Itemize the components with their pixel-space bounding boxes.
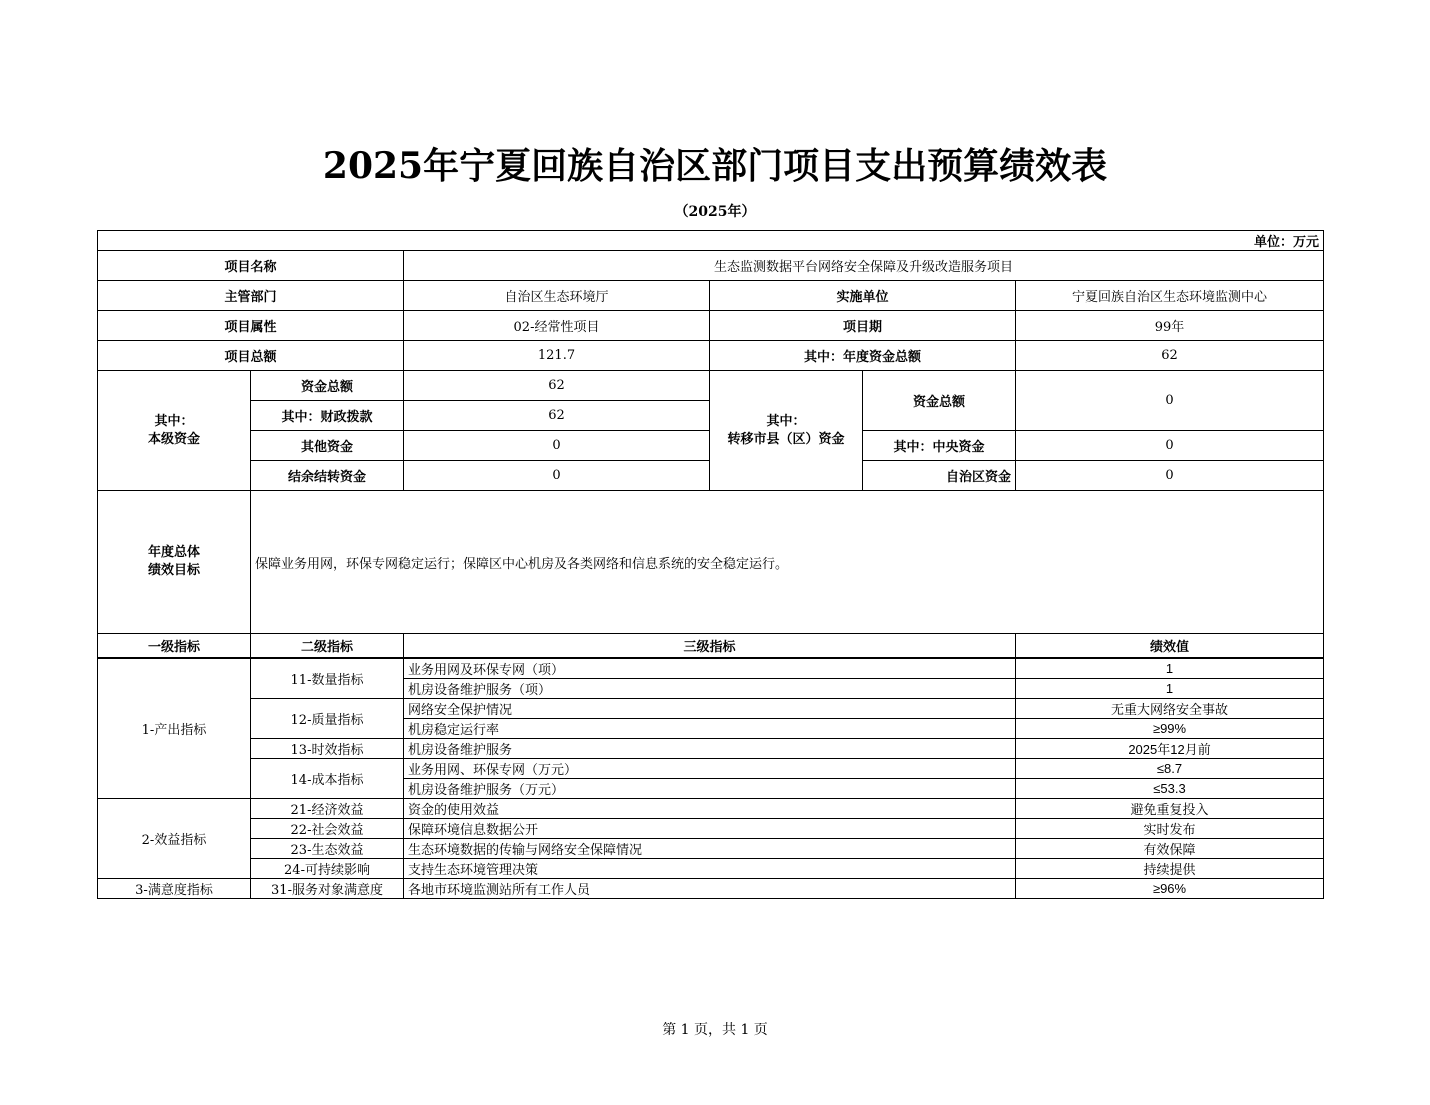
table-row [98, 838, 1324, 858]
table-row [98, 858, 1324, 878]
period-label: 项目期 [710, 311, 1016, 341]
total-value: 121.7 [404, 341, 710, 371]
l2-service: 31-服务对象满意度 [251, 878, 404, 898]
page-title: 2025年宁夏回族自治区部门项目支出预算绩效表 [322, 145, 1108, 187]
local-total-value: 62 [404, 371, 710, 401]
goal-label-line2: 绩效目标 [147, 563, 200, 578]
dept-value: 自治区生态环境厅 [404, 281, 710, 311]
value-cell: ≥96% [1016, 878, 1324, 898]
l3-cell: 生态环境数据的传输与网络安全保障情况 [404, 838, 1016, 858]
l3-cell: 机房设备维护服务 [404, 738, 1016, 758]
attr-label: 项目属性 [98, 311, 404, 341]
unit-label: 单位：万元 [98, 231, 1324, 251]
goal-text: 保障业务用网，环保专网稳定运行；保障区中心机房及各类网络和信息系统的安全稳定运行。 [251, 491, 1324, 634]
value-cell: 无重大网络安全事故 [1016, 698, 1324, 718]
value-cell: ≤53.3 [1016, 778, 1324, 798]
carry-funds-value: 0 [404, 461, 710, 491]
table-row [98, 878, 1324, 898]
l3-cell: 支持生态环境管理决策 [404, 858, 1016, 878]
project-name-label: 项目名称 [98, 251, 404, 281]
value-cell: 有效保障 [1016, 838, 1324, 858]
transfer-funds-label-line1: 其中： [766, 413, 806, 429]
l2-quantity: 11-数量指标 [251, 658, 404, 699]
local-funds-label-line1: 其中： [154, 413, 194, 429]
page-footer: 第 1 页，共 1 页 [662, 1022, 768, 1038]
transfer-funds-label [710, 371, 863, 491]
annual-label: 其中：年度资金总额 [710, 341, 1016, 371]
transfer-total-label: 资金总额 [863, 371, 1016, 431]
annual-value: 62 [1016, 341, 1324, 371]
page-subtitle: （2025年） [674, 204, 756, 220]
l3-cell: 业务用网、环保专网（万元） [404, 758, 1016, 778]
l3-cell: 业务用网及环保专网（项） [404, 658, 1016, 679]
value-cell: 1 [1016, 658, 1324, 679]
l1-benefit: 2-效益指标 [98, 798, 251, 878]
table-row [98, 758, 1324, 778]
l2-timeliness: 13-时效指标 [251, 738, 404, 758]
header-level3: 三级指标 [404, 634, 1016, 658]
table-row [98, 818, 1324, 838]
fiscal-label: 其中：财政拨款 [251, 401, 404, 431]
l2-economic: 21-经济效益 [251, 798, 404, 818]
l3-cell: 机房设备维护服务（万元） [404, 778, 1016, 798]
l3-cell: 机房稳定运行率 [404, 718, 1016, 738]
l3-cell: 保障环境信息数据公开 [404, 818, 1016, 838]
l2-cost: 14-成本指标 [251, 758, 404, 798]
header-level2: 二级指标 [251, 634, 404, 658]
l3-cell: 网络安全保护情况 [404, 698, 1016, 718]
total-label: 项目总额 [98, 341, 404, 371]
l3-cell: 各地市环境监测站所有工作人员 [404, 878, 1016, 898]
value-cell: 持续提供 [1016, 858, 1324, 878]
impl-value: 宁夏回族自治区生态环境监测中心 [1016, 281, 1324, 311]
l3-cell: 机房设备维护服务（项） [404, 678, 1016, 698]
l1-satisfaction: 3-满意度指标 [98, 878, 251, 898]
local-funds-label-line2: 本级资金 [147, 431, 200, 447]
attr-value: 02-经常性项目 [404, 311, 710, 341]
other-funds-value: 0 [404, 431, 710, 461]
l3-cell: 资金的使用效益 [404, 798, 1016, 818]
l2-quality: 12-质量指标 [251, 698, 404, 738]
value-cell: ≤8.7 [1016, 758, 1324, 778]
fiscal-value: 62 [404, 401, 710, 431]
l2-sustainable: 24-可持续影响 [251, 858, 404, 878]
value-cell: 1 [1016, 678, 1324, 698]
project-name-value: 生态监测数据平台网络安全保障及升级改造服务项目 [404, 251, 1324, 281]
header-level1: 一级指标 [98, 634, 251, 658]
value-cell: ≥99% [1016, 718, 1324, 738]
transfer-funds-label-line2: 转移市县（区）资金 [727, 431, 845, 447]
table-row [98, 658, 1324, 679]
table-row [98, 698, 1324, 718]
local-total-label: 资金总额 [251, 371, 404, 401]
value-cell: 避免重复投入 [1016, 798, 1324, 818]
value-cell: 2025年12月前 [1016, 738, 1324, 758]
other-funds-label: 其他资金 [251, 431, 404, 461]
period-value: 99年 [1016, 311, 1324, 341]
central-funds-label: 其中：中央资金 [863, 431, 1016, 461]
local-funds-label [98, 371, 251, 491]
table-row [98, 798, 1324, 818]
transfer-total-value: 0 [1016, 371, 1324, 431]
l1-output: 1-产出指标 [98, 658, 251, 799]
dept-label: 主管部门 [98, 281, 404, 311]
goal-label-line1: 年度总体 [147, 545, 200, 560]
central-funds-value: 0 [1016, 431, 1324, 461]
carry-funds-label: 结余结转资金 [251, 461, 404, 491]
impl-label: 实施单位 [710, 281, 1016, 311]
region-funds-value: 0 [1016, 461, 1324, 491]
header-value: 绩效值 [1016, 634, 1324, 658]
performance-table [97, 230, 1324, 899]
goal-label [98, 491, 251, 634]
l2-social: 22-社会效益 [251, 818, 404, 838]
region-funds-label: 自治区资金 [863, 461, 1016, 491]
value-cell: 实时发布 [1016, 818, 1324, 838]
l2-ecological: 23-生态效益 [251, 838, 404, 858]
table-row [98, 738, 1324, 758]
